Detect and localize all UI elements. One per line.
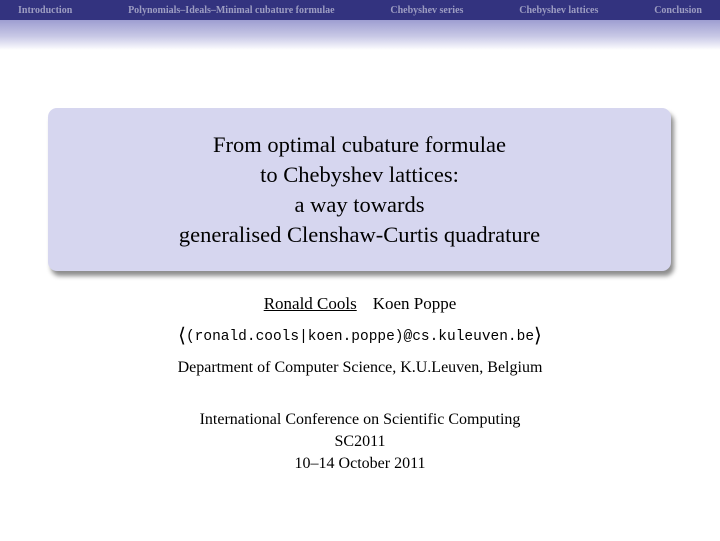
nav-item-conclusion[interactable]: Conclusion bbox=[654, 4, 702, 16]
authors-line bbox=[0, 293, 720, 315]
title-line-4: generalised Clenshaw-Curtis quadrature bbox=[178, 221, 541, 247]
email-line bbox=[0, 324, 720, 348]
conference-block bbox=[0, 409, 720, 475]
title-line-1: From optimal cubature formulae bbox=[212, 131, 507, 157]
title-line-3: a way towards bbox=[294, 191, 425, 217]
author-coauthor: Koen Poppe bbox=[372, 294, 457, 313]
section-navigation-bar bbox=[0, 0, 720, 20]
conference-dates: 10–14 October 2011 bbox=[294, 455, 426, 472]
author-presenting: Ronald Cools bbox=[263, 294, 357, 313]
title-line-2: to Chebyshev lattices: bbox=[260, 161, 459, 187]
nav-item-polynomials[interactable]: Polynomials–Ideals–Minimal cubature formulae bbox=[128, 4, 335, 16]
conference-short-name: SC2011 bbox=[334, 433, 386, 450]
email-address: (ronald.cools|koen.poppe)@cs.kuleuven.be bbox=[185, 329, 535, 345]
affiliation: Department of Computer Science, K.U.Leuven, Belgium bbox=[177, 359, 543, 376]
conference-name: International Conference on Scientific Computing bbox=[199, 411, 521, 428]
nav-item-introduction[interactable]: Introduction bbox=[18, 4, 73, 16]
title-block bbox=[48, 108, 671, 271]
nav-item-chebyshev-lattices[interactable]: Chebyshev lattices bbox=[519, 4, 599, 16]
email-close-bracket: ⟩ bbox=[534, 323, 542, 347]
nav-item-chebyshev-series[interactable]: Chebyshev series bbox=[390, 4, 464, 16]
email-open-bracket: ⟨ bbox=[178, 323, 186, 347]
header-gradient-band bbox=[0, 20, 720, 50]
